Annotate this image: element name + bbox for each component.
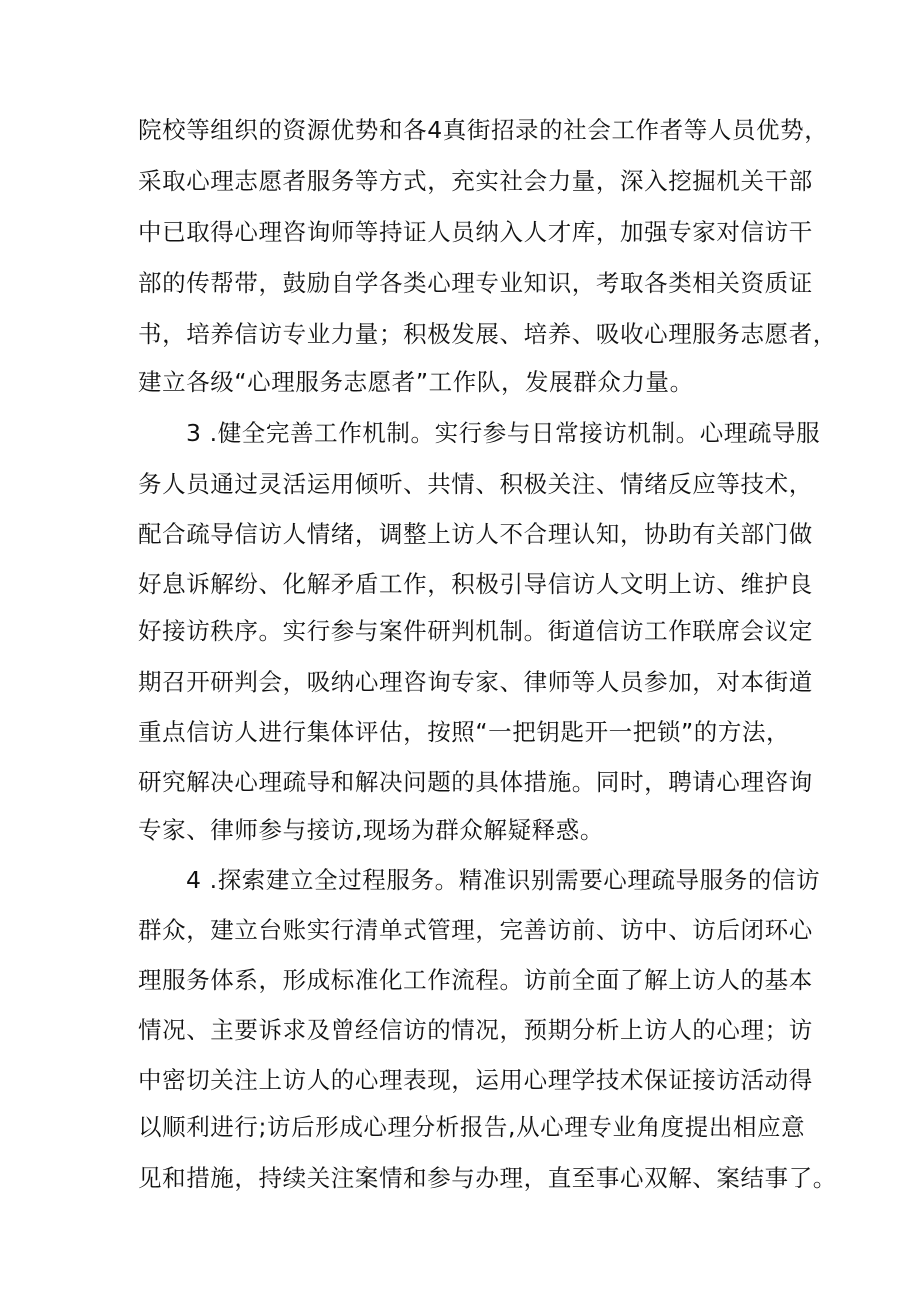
text-line: 见和措施，持续关注案情和参与办理，直至事心双解、案结事了。 (138, 1164, 837, 1192)
text-line: 好息诉解纷、化解矛盾工作，积极引导信访人文明上访、维护良 (138, 570, 813, 598)
text-line: 情况、主要诉求及曾经信访的情况，预期分析上访人的心理；访 (138, 1016, 813, 1044)
text-line: 院校等组织的资源优势和各4真街招录的社会工作者等人员优势， (138, 116, 829, 144)
text-line: 重点信访人进行集体评估，按照“一把钥匙开一把锁”的方法， (138, 718, 791, 746)
text-line: 采取心理志愿者服务等方式，充实社会力量，深入挖掘机关干部 (138, 167, 813, 195)
text-line: 建立各级“心理服务志愿者”工作队，发展群众力量。 (138, 368, 694, 396)
text-line: 研究解决心理疏导和解决问题的具体措施。同时，聘请心理咨询 (138, 768, 813, 796)
text-line: 好接访秩序。实行参与案件研判机制。街道信访工作联席会议定 (138, 617, 813, 645)
text-line: 部的传帮带，鼓励自学各类心理专业知识，考取各类相关资质证 (138, 269, 813, 297)
text-line: 以顺利进行;访后形成心理分析报告,从心理专业角度提出相应意 (138, 1113, 806, 1141)
text-line: 群众，建立台账实行清单式管理，完善访前、访中、访后闭环心 (138, 916, 813, 944)
text-line: 中密切关注上访人的心理表现，运用心理学技术保证接访活动得 (138, 1066, 813, 1094)
paragraph-3-first-line: 3 .健全完善工作机制。实行参与日常接访机制。心理疏导服 (186, 419, 821, 447)
text-line: 中已取得心理咨询师等持证人员纳入人才库，加强专家对信访干 (138, 218, 813, 246)
text-line: 专家、律师参与接访,现场为群众解疑释惑。 (138, 816, 604, 844)
text-line: 理服务体系，形成标准化工作流程。访前全面了解上访人的基本 (138, 966, 813, 994)
text-line: 期召开研判会，吸纳心理咨询专家、律师等人员参加，对本街道 (138, 668, 813, 696)
text-line: 配合疏导信访人情绪，调整上访人不合理认知，协助有关部门做 (138, 520, 813, 548)
text-line: 书，培养信访专业力量；积极发展、培养、吸收心理服务志愿者， (138, 320, 837, 348)
text-line: 务人员通过灵活运用倾听、共情、积极关注、情绪反应等技术， (138, 470, 813, 498)
paragraph-4-first-line: 4 .探索建立全过程服务。精准识别需要心理疏导服务的信访 (186, 866, 821, 894)
